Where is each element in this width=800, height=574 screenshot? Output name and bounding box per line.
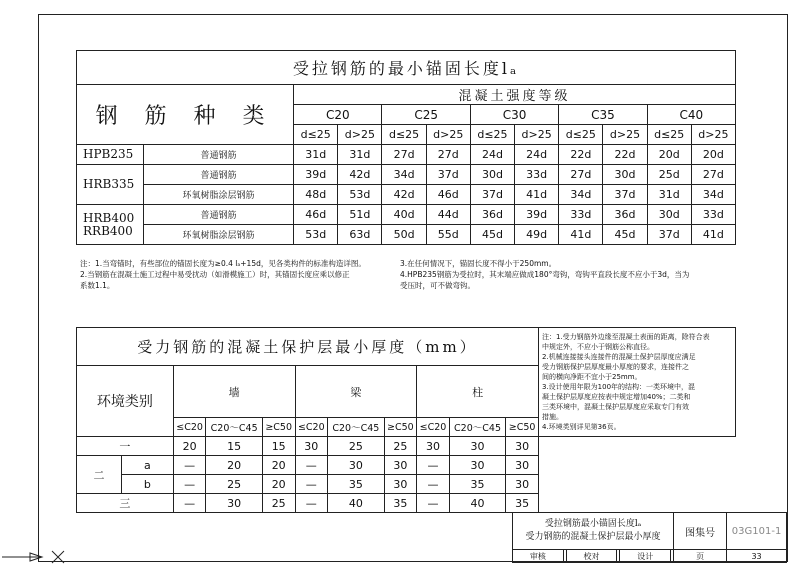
anchorage-value: 24d [470,145,514,165]
anchorage-value: 51d [338,205,382,225]
cover-table [76,327,736,513]
anchorage-value: 30d [603,165,647,185]
cover-value: 30 [384,475,417,494]
anchorage-value: 20d [691,145,735,165]
anchorage-value: 46d [426,185,470,205]
anchorage-value: 50d [382,225,426,245]
cond-large: d>25 [426,125,470,145]
cover-value: 30 [449,456,505,475]
anchorage-value: 55d [426,225,470,245]
grade-range: ≤C20 [173,418,206,437]
steel-kind: 普通钢筋 [144,165,294,185]
anchorage-value: 34d [382,165,426,185]
cover-notes [539,328,736,437]
grade-range: C20～C45 [449,418,505,437]
section-arrow-icon [2,549,72,565]
anchorage-title: 受拉钢筋的最小锚固长度lₐ [77,51,736,85]
note-line: 2.当钢筋在混凝土施工过程中易受扰动（如滑模施工）时，其锚固长度应乘以修正 [80,270,350,279]
grade-header: 混凝土强度等级 [294,85,736,105]
cover-value: 25 [384,437,417,456]
grade-range: ≥C50 [506,418,539,437]
grade-range: C20～C45 [206,418,262,437]
cover-note-line: 凝土保护层厚度应按表中规定增加40%；二类和 [542,393,691,401]
anchorage-row [77,205,736,225]
env-class: 二 [77,456,122,494]
anchorage-value: 37d [470,185,514,205]
cover-note-line: 间的横向净距不宜小于25mm。 [542,373,642,381]
grade-C30: C30 [470,105,558,125]
cover-value: 15 [262,437,295,456]
cond-large: d>25 [691,125,735,145]
cover-value: 20 [262,456,295,475]
grade-C35: C35 [559,105,647,125]
cover-row [77,494,736,513]
anchorage-row [77,185,736,205]
cover-value: — [417,456,450,475]
anchorage-value: 31d [647,185,691,205]
type-header: 钢 筋 种 类 [77,85,294,145]
cover-value: 35 [449,475,505,494]
grade-range: ≥C50 [384,418,417,437]
anchorage-row [77,225,736,245]
review-label: 审核 [513,550,564,563]
anchorage-value: 30d [647,205,691,225]
cover-value: 25 [328,437,384,456]
cond-small: d≤25 [382,125,426,145]
title-block-title [513,513,674,550]
cover-row [77,475,736,494]
cover-value: 35 [506,494,539,513]
title-line-2: 受力钢筋的混凝土保护层最小厚度 [525,532,661,542]
design-label: 设计 [620,550,671,563]
cover-value: 40 [449,494,505,513]
anchorage-value: 44d [426,205,470,225]
cover-title: 受力钢筋的混凝土保护层最小厚度（mm） [77,328,539,366]
cover-value: — [417,494,450,513]
anchorage-value: 33d [559,205,603,225]
anchorage-value: 53d [294,225,338,245]
cover-value: 30 [417,437,450,456]
anchorage-table [76,50,736,245]
cover-value: 30 [328,456,384,475]
anchorage-value: 31d [338,145,382,165]
cover-note-line: 三类环境中，混凝土保护层厚度应采取专门有效 [542,403,689,411]
cover-value: 35 [328,475,384,494]
title-block [512,512,787,563]
grade-C25: C25 [382,105,470,125]
anchorage-value: 22d [603,145,647,165]
anchorage-value: 33d [691,205,735,225]
cover-value: — [417,475,450,494]
note-line: 系数1.1。 [80,281,115,290]
anchorage-value: 45d [603,225,647,245]
anchorage-value: 53d [338,185,382,205]
grade-range: C20～C45 [328,418,384,437]
anchorage-value: 39d [294,165,338,185]
cover-row [77,456,736,475]
cover-value: 20 [173,437,206,456]
cover-note-line: 3.设计使用年限为100年的结构：一类环境中，混 [542,383,696,391]
cover-value: 25 [206,475,262,494]
cover-value: — [173,494,206,513]
grade-range: ≥C50 [262,418,295,437]
anchorage-value: 27d [426,145,470,165]
anchorage-value: 24d [515,145,559,165]
cond-large: d>25 [603,125,647,145]
anchorage-value: 37d [647,225,691,245]
anchorage-value: 49d [515,225,559,245]
env-subclass: a [122,456,174,475]
cover-note-line: 中规定外，不应小于钢筋公称直径。 [542,343,654,351]
anchorage-value: 42d [338,165,382,185]
group-column: 柱 [417,366,539,418]
anchorage-value: 36d [603,205,647,225]
anchorage-value: 39d [515,205,559,225]
anchorage-value: 63d [338,225,382,245]
cover-value: 40 [328,494,384,513]
anchorage-value: 36d [470,205,514,225]
cover-row [77,437,736,456]
steel-kind: 普通钢筋 [144,205,294,225]
env-header: 环境类别 [77,366,174,437]
anchorage-value: 45d [470,225,514,245]
anchorage-value: 40d [382,205,426,225]
steel-type: HPB235 [77,145,144,165]
cover-value: — [295,456,328,475]
page-number: 33 [727,550,787,563]
cover-value: 20 [206,456,262,475]
grade-C40: C40 [647,105,735,125]
anchorage-value: 46d [294,205,338,225]
cover-note-line: 措施。 [542,413,563,421]
note-line: 4.HPB235钢筋为受拉时，其末端应做成180°弯钩，弯钩平直段长度不应小于3d，当为 [400,270,690,279]
cover-value: 25 [262,494,295,513]
anchorage-value: 42d [382,185,426,205]
anchorage-value: 22d [559,145,603,165]
anchorage-value: 41d [515,185,559,205]
note-line: 受压时，可不做弯钩。 [400,281,475,290]
title-line-1: 受拉钢筋最小锚固长度lₐ [544,519,642,529]
cover-note-line: 4.环境类别详见第36页。 [542,423,621,431]
cover-value: 35 [384,494,417,513]
anchorage-value: 30d [470,165,514,185]
group-beam: 梁 [295,366,417,418]
env-subclass: b [122,475,174,494]
cover-value: — [173,456,206,475]
cover-note-line: 受力钢筋保护层厚度最小厚度的要求，连接件之 [542,363,689,371]
anchorage-value: 48d [294,185,338,205]
anchorage-value: 41d [559,225,603,245]
cover-value: 20 [262,475,295,494]
note-line: 注：1.当弯锚时，有些部位的锚固长度为≥0.4 lₐ+15d，见各类构件的标准构造详图。 [80,259,366,268]
check-label: 校对 [566,550,617,563]
anchorage-value: 33d [515,165,559,185]
anchorage-row [77,145,736,165]
page-label: 页 [674,550,727,563]
anchorage-value: 25d [647,165,691,185]
cond-large: d>25 [338,125,382,145]
anchorage-value: 37d [603,185,647,205]
cover-value: 15 [206,437,262,456]
cond-small: d≤25 [647,125,691,145]
cover-value: — [173,475,206,494]
steel-type: HRB335 [77,165,144,205]
group-wall: 墙 [173,366,295,418]
cover-value: 30 [506,437,539,456]
atlas-number: 03G101-1 [727,513,787,550]
cover-note-line: 注：1.受力钢筋外边缘至混凝土表面的距离，除符合表 [542,333,710,341]
cover-value: 30 [384,456,417,475]
anchorage-value: 27d [382,145,426,165]
cond-small: d≤25 [559,125,603,145]
cover-value: 30 [206,494,262,513]
env-class: 一 [77,437,174,456]
grade-range: ≤C20 [417,418,450,437]
cover-value: 30 [506,456,539,475]
grade-C20: C20 [294,105,382,125]
anchorage-value: 27d [691,165,735,185]
cover-value: 30 [506,475,539,494]
anchorage-value: 34d [691,185,735,205]
cond-small: d≤25 [470,125,514,145]
anchorage-value: 37d [426,165,470,185]
cond-small: d≤25 [294,125,338,145]
anchorage-value: 34d [559,185,603,205]
grade-range: ≤C20 [295,418,328,437]
anchorage-value: 20d [647,145,691,165]
note-line: 3.在任何情况下，锚固长度不得小于250mm。 [400,259,557,268]
cover-note-line: 2.机械连接接头连接件的混凝土保护层厚度应满足 [542,353,696,361]
anchorage-value: 27d [559,165,603,185]
steel-kind: 环氧树脂涂层钢筋 [144,185,294,205]
cover-value: — [295,475,328,494]
steel-kind: 普通钢筋 [144,145,294,165]
cover-value: 30 [295,437,328,456]
cover-value: 30 [449,437,505,456]
anchorage-value: 31d [294,145,338,165]
cond-large: d>25 [515,125,559,145]
anchorage-row [77,165,736,185]
cover-value: — [295,494,328,513]
anchorage-value: 41d [691,225,735,245]
env-class: 三 [77,494,174,513]
steel-kind: 环氧树脂涂层钢筋 [144,225,294,245]
steel-type: HRB400 RRB400 [77,205,144,245]
atlas-label: 图集号 [674,513,727,550]
